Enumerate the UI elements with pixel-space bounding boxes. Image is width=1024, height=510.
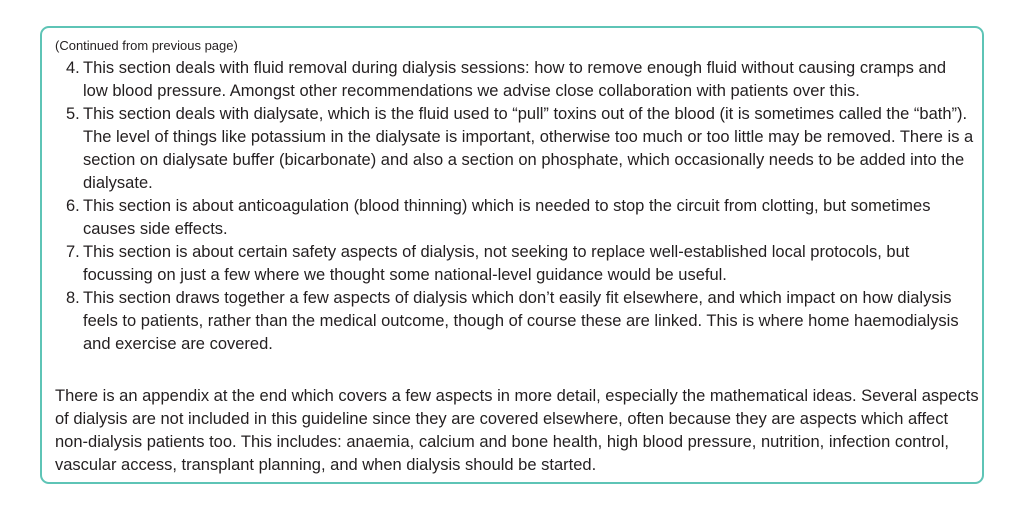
list-item-text: This section deals with fluid removal during dialysis sessions: how to remove enough fluid without causing cramps and low blood pressure. Amongst other recommendations we advise close collaboration with patients over this. bbox=[83, 59, 947, 100]
list-item bbox=[42, 57, 982, 103]
list-item-number: 4. bbox=[66, 59, 80, 77]
continued-note: (Continued from previous page) bbox=[55, 38, 238, 53]
list-item bbox=[42, 241, 982, 287]
list-item-text: This section is about anticoagulation (blood thinning) which is needed to stop the circuit from clotting, but sometimes causes side effects. bbox=[83, 197, 931, 238]
list-item-number: 8. bbox=[66, 289, 80, 307]
list-item-number: 5. bbox=[66, 105, 80, 123]
list-item bbox=[42, 103, 982, 195]
list-item-text: This section draws together a few aspects of dialysis which don’t easily fit elsewhere, and which impact on how dialysis feels to patients, rather than the medical outcome, though of course these are linked. This is where home haemodialysis and exercise are covered. bbox=[83, 289, 959, 353]
content-box bbox=[40, 26, 984, 484]
numbered-list bbox=[42, 57, 982, 356]
list-item-number: 7. bbox=[66, 243, 80, 261]
list-item bbox=[42, 195, 982, 241]
list-item-text: This section deals with dialysate, which is the fluid used to “pull” toxins out of the blood (it is sometimes called the “bath”). The level of things like potassium in the dialysate is important, otherwise too much or too little may be removed. There is a section on dialysate buffer (bicarbonate) and also a section on phosphate, which occasionally needs to be added into the dialysate. bbox=[83, 105, 974, 192]
list-item bbox=[42, 287, 982, 356]
summary-paragraph: There is an appendix at the end which covers a few aspects in more detail, especially the mathematical ideas. Several aspects of dialysis are not included in this guideline since they are covered elsewhere, often because they are aspects which affect non-dialysis patients too. This includes: anaemia, calcium and bone health, high blood pressure, nutrition, infection control, vascular access, transplant planning, and when dialysis should be started. bbox=[55, 387, 979, 474]
list-item-number: 6. bbox=[66, 197, 80, 215]
list-item-text: This section is about certain safety aspects of dialysis, not seeking to replace well-established local protocols, but focussing on just a few where we thought some national-level guidance would be useful. bbox=[83, 243, 910, 284]
